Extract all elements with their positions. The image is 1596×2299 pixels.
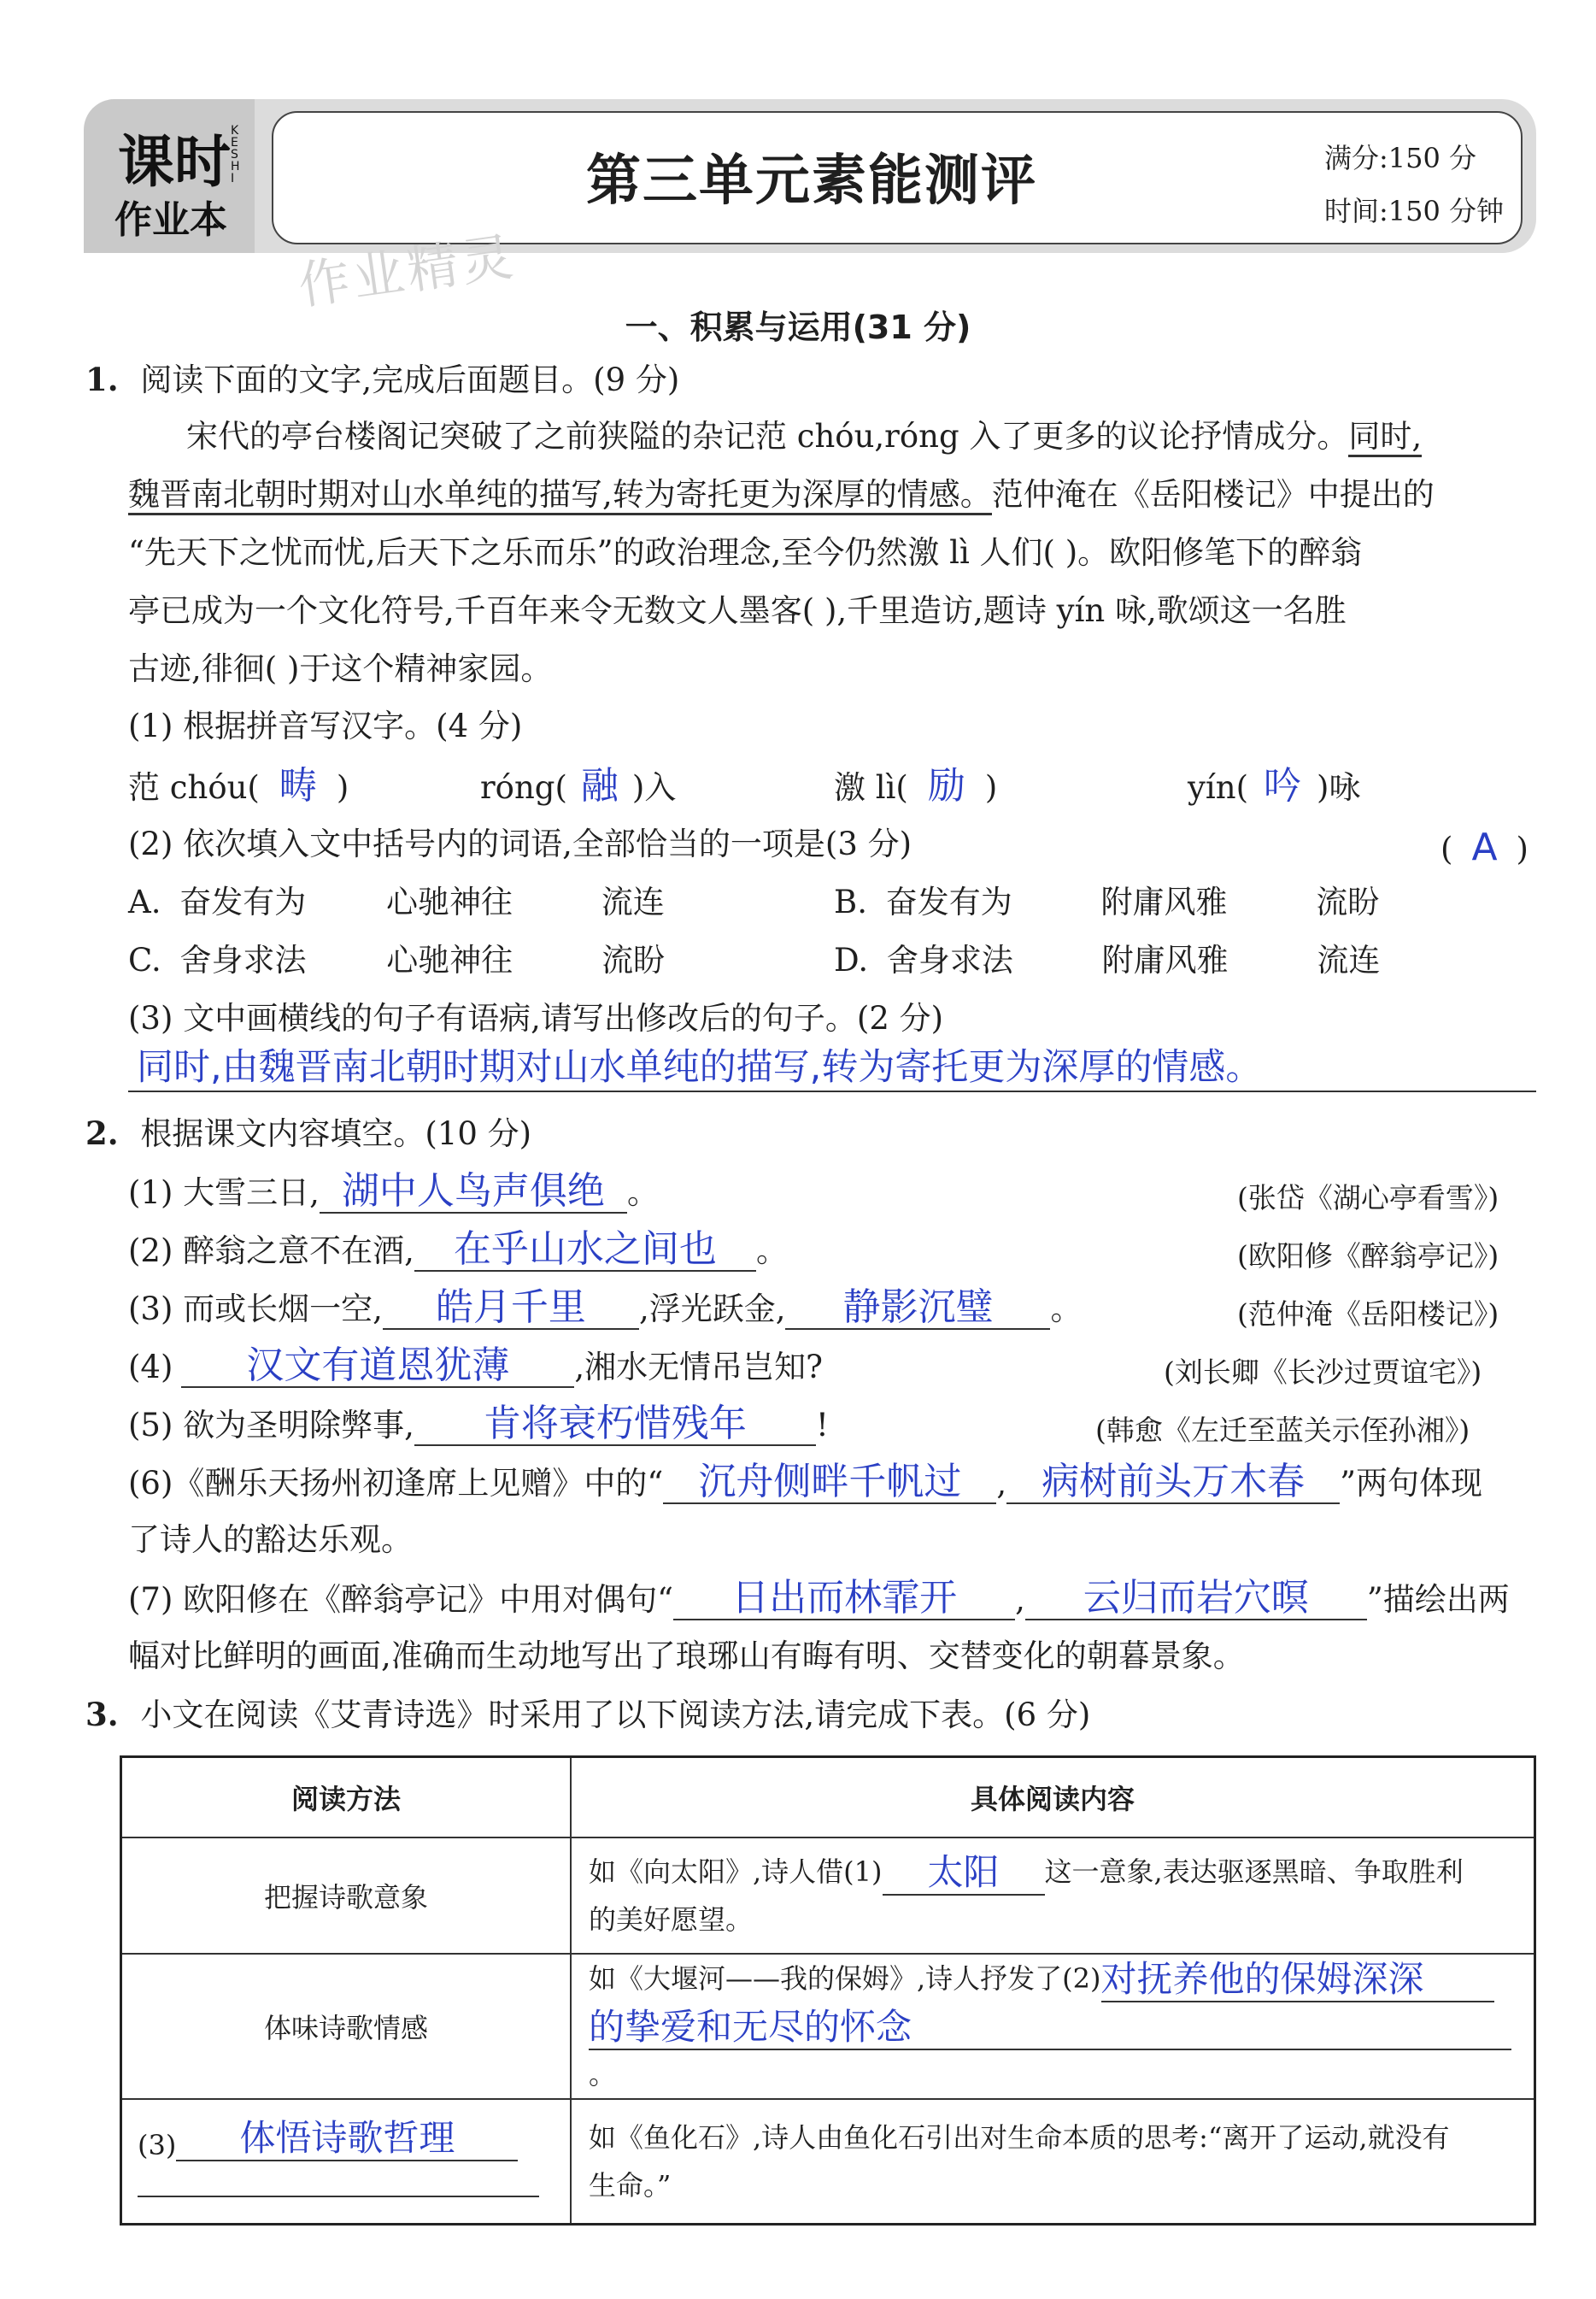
option-label: D. — [834, 942, 869, 979]
pinyin-item — [1188, 766, 1360, 808]
brand-line2: 作业本 — [114, 198, 227, 242]
bracket: ) — [1516, 831, 1529, 867]
answer-text[interactable]: 吟 — [1264, 764, 1302, 808]
table-header-cell: 具体阅读内容 — [571, 1757, 1535, 1838]
pinyin-text: yín( — [1188, 769, 1249, 806]
underlined-sentence: 同时, — [1348, 418, 1422, 457]
answer-text[interactable]: 励 — [927, 764, 965, 808]
brand-badge — [84, 99, 255, 253]
fill-text: (1) 大雪三日, — [128, 1174, 320, 1211]
fill-answer[interactable]: 湖中人鸟声俱绝 — [320, 1171, 627, 1214]
passage-text: 范仲淹在《岳阳楼记》中提出的 — [991, 476, 1435, 513]
passage-line — [186, 416, 1422, 457]
fill-text: (6)《酬乐天扬州初逢席上见赠》中的“ — [128, 1465, 664, 1502]
question-text: 根据课文内容填空。(10 分) — [140, 1115, 532, 1152]
option-word: 附庸风雅 — [1101, 942, 1229, 979]
fill-answer[interactable]: 汉文有道恩犹薄 — [181, 1345, 574, 1388]
question-number: 2. — [85, 1114, 119, 1152]
fill-answer[interactable]: 在乎山水之间也 — [414, 1229, 756, 1272]
page-title: 第三单元素能测评 — [586, 150, 1037, 213]
question-2-prompt — [85, 1113, 531, 1155]
fill-answer[interactable]: 肯将衰朽惜残年 — [414, 1403, 816, 1446]
blank-line — [138, 2161, 539, 2197]
table-cell-content — [571, 1954, 1535, 2099]
option-label: B. — [834, 884, 867, 920]
pinyin-text: )入 — [631, 769, 677, 806]
fill-answer[interactable]: 云归而岩穴暝 — [1025, 1578, 1367, 1620]
fill-text: , — [1015, 1581, 1025, 1618]
option-label: C. — [128, 942, 161, 979]
pinyin-text: róng( — [480, 769, 567, 806]
passage-text: 宋代的亭台楼阁记突破了之前狭隘的杂记范 chóu,róng 入了更多的议论抒情成分。 — [186, 418, 1349, 455]
pinyin-text: ) — [984, 769, 998, 806]
pinyin-text: ) — [336, 769, 349, 806]
table-header-cell: 阅读方法 — [121, 1757, 572, 1838]
source-citation: (刘长卿《长沙过贾谊宅》) — [1164, 1355, 1482, 1389]
table-cell-method — [121, 2099, 572, 2224]
table-answer[interactable]: 体悟诗歌哲理 — [176, 2117, 518, 2161]
option-word: 流盼 — [601, 942, 666, 979]
option-word: 舍身求法 — [886, 942, 1013, 979]
passage-line: 古迹,徘徊( )于这个精神家园。 — [128, 650, 553, 687]
option-word: 奋发有为 — [179, 884, 307, 920]
fill-line-3 — [128, 1287, 1082, 1330]
question-number: 1. — [85, 361, 119, 398]
watermark: 作业精灵 — [295, 226, 520, 317]
pinyin-text: 范 chóu( — [128, 769, 260, 806]
fill-text: ,浮光跃金, — [638, 1291, 786, 1327]
pinyin-item — [834, 766, 997, 808]
cell-text: 的美好愿望。 — [589, 1903, 754, 1936]
fill-line-6-cont: 了诗人的豁达乐观。 — [128, 1521, 413, 1558]
fill-line-1 — [128, 1171, 659, 1214]
fill-answer[interactable]: 皓月千里 — [383, 1287, 639, 1330]
fill-text: 。 — [626, 1174, 659, 1211]
time-limit: 时间:150 分钟 — [1324, 195, 1505, 227]
reading-methods-table — [120, 1755, 1536, 2226]
option-word: 流连 — [601, 884, 665, 920]
passage-line: “先天下之忧而忧,后天下之乐而乐”的政治理念,至今仍然激 lì 人们( )。欧阳修笔下的醉翁 — [128, 534, 1363, 571]
table-cell-content — [571, 1837, 1535, 1954]
underlined-sentence: 魏晋南北朝时期对山水单纯的描写,转为寄托更为深厚的情感。 — [128, 476, 992, 515]
section-title: 一、积累与运用(31 分) — [625, 309, 971, 346]
passage-line — [128, 474, 1435, 515]
fill-text: ! — [815, 1407, 829, 1443]
option-b — [834, 882, 1379, 923]
table-answer[interactable]: 的挚爱和无尽的怀念 — [589, 2006, 1511, 2050]
fill-line-4 — [128, 1345, 823, 1388]
cell-text: (3) — [138, 2129, 177, 2161]
table-row — [121, 2099, 1535, 2224]
pinyin-item — [480, 766, 676, 808]
table-answer[interactable]: 太阳 — [883, 1851, 1045, 1896]
fill-line-6 — [128, 1461, 1482, 1504]
option-c — [128, 940, 665, 981]
sub-question-1: (1) 根据拼音写汉字。(4 分) — [128, 708, 523, 744]
cell-text: 如《鱼化石》,诗人由鱼化石引出对生命本质的思考:“离开了运动,就没有 — [589, 2120, 1450, 2154]
question-number: 3. — [85, 1696, 119, 1733]
table-cell-method: 把握诗歌意象 — [121, 1837, 572, 1954]
full-score: 满分:150 分 — [1324, 142, 1477, 174]
sub3-answer-line[interactable]: 同时,由魏晋南北朝时期对山水单纯的描写,转为寄托更为深厚的情感。 — [128, 1043, 1536, 1092]
choice-answer-box — [1441, 827, 1529, 870]
fill-line-2 — [128, 1229, 788, 1272]
choice-answer[interactable]: A — [1471, 826, 1498, 869]
fill-text: ”描绘出两 — [1366, 1581, 1510, 1618]
fill-text: ,湘水无情吊岂知? — [574, 1349, 824, 1385]
cell-text: 。 — [589, 2058, 617, 2090]
pinyin-text: 激 lì( — [834, 769, 908, 806]
fill-text: 。 — [1050, 1291, 1083, 1327]
fill-text: (4) — [128, 1349, 173, 1385]
table-row — [121, 1837, 1535, 1954]
question-1-prompt — [85, 359, 679, 401]
option-word: 流盼 — [1316, 884, 1380, 920]
cell-text: 这一意象,表达驱逐黑暗、争取胜利 — [1044, 1855, 1464, 1888]
fill-answer[interactable]: 静影沉璧 — [785, 1287, 1050, 1330]
sub-question-2: (2) 依次填入文中括号内的词语,全部恰当的一项是(3 分) — [128, 826, 912, 862]
fill-line-7-cont: 幅对比鲜明的画面,准确而生动地写出了琅琊山有晦有明、交替变化的朝暮景象。 — [128, 1638, 1245, 1674]
brand-line1: 课时 — [118, 129, 231, 195]
fill-text: (7) 欧阳修在《醉翁亭记》中用对偶句“ — [128, 1581, 674, 1618]
question-text: 小文在阅读《艾青诗选》时采用了以下阅读方法,请完成下表。(6 分) — [140, 1696, 1091, 1733]
table-header-row — [121, 1757, 1535, 1838]
fill-line-7 — [128, 1578, 1510, 1620]
option-word: 舍身求法 — [179, 942, 307, 979]
cell-text: 如《向太阳》,诗人借(1) — [589, 1855, 883, 1888]
source-citation: (张岱《湖心亭看雪》) — [1237, 1181, 1499, 1214]
table-row — [121, 1954, 1535, 2099]
cell-text: 生命。” — [589, 2168, 672, 2202]
question-3-prompt — [85, 1694, 1090, 1736]
bracket: ( — [1441, 831, 1453, 867]
brand-side-text: KESHI — [231, 124, 240, 185]
option-word: 心驰神往 — [386, 884, 513, 920]
fill-text: ”两句体现 — [1340, 1465, 1483, 1502]
passage-line: 亭已成为一个文化符号,千百年来令无数文人墨客( ),千里造访,题诗 yín 咏,歌颂这一名胜 — [128, 592, 1347, 629]
source-citation: (欧阳修《醉翁亭记》) — [1237, 1239, 1499, 1273]
sub-question-3: (3) 文中画横线的句子有语病,请写出修改后的句子。(2 分) — [128, 1000, 944, 1037]
fill-text: (2) 醉翁之意不在酒, — [128, 1232, 414, 1269]
answer-text[interactable]: 畴 — [279, 764, 317, 808]
option-a — [128, 882, 665, 923]
fill-text: (3) 而或长烟一空, — [128, 1291, 383, 1327]
pinyin-text: )咏 — [1317, 769, 1361, 806]
table-cell-method: 体味诗歌情感 — [121, 1954, 572, 2099]
option-word: 附庸风雅 — [1100, 884, 1228, 920]
fill-answer[interactable]: 日出而林霏开 — [673, 1578, 1015, 1620]
fill-text: , — [996, 1465, 1007, 1502]
fill-answer[interactable]: 沉舟侧畔千帆过 — [663, 1461, 996, 1504]
table-cell-content — [571, 2099, 1535, 2224]
option-word: 心驰神往 — [386, 942, 513, 979]
option-word: 流连 — [1317, 942, 1381, 979]
fill-text: 。 — [755, 1232, 788, 1269]
answer-text[interactable]: 融 — [580, 764, 619, 808]
source-citation: (韩愈《左迁至蓝关示侄孙湘》) — [1095, 1414, 1470, 1447]
pinyin-item — [128, 766, 349, 808]
fill-answer[interactable]: 病树前头万木春 — [1006, 1461, 1340, 1504]
option-label: A. — [128, 884, 161, 920]
option-word: 奋发有为 — [885, 884, 1012, 920]
fill-text: (5) 欲为圣明除弊事, — [128, 1407, 414, 1443]
option-d — [834, 940, 1380, 981]
fill-line-5 — [128, 1403, 829, 1446]
cell-text: 如《大堰河——我的保姆》,诗人抒发了(2) — [589, 1962, 1101, 1995]
source-citation: (范仲淹《岳阳楼记》) — [1237, 1297, 1499, 1331]
table-answer[interactable]: 对抚养他的保姆深深 — [1101, 1958, 1494, 2002]
question-text: 阅读下面的文字,完成后面题目。(9 分) — [140, 362, 680, 398]
